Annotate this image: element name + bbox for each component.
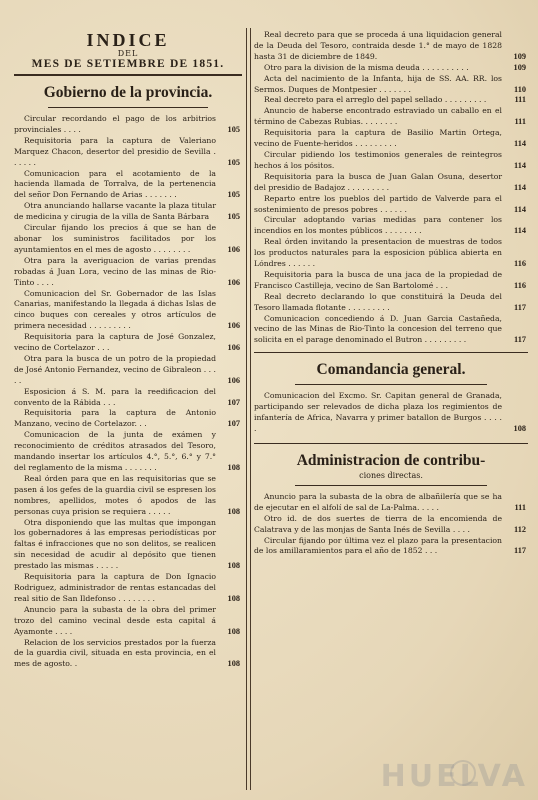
index-entry bbox=[14, 408, 242, 430]
entry-text: Otro para la division de la misma deuda . . . . . . . . . . bbox=[264, 62, 469, 72]
entry-text: Circular fijando por última vez el plazo para la presentacion de los amillaramientos para el año de 1852 . . . bbox=[254, 535, 502, 556]
entry-page-number: 110 bbox=[514, 84, 526, 94]
section-administracion-title: Administracion de contribu- bbox=[296, 451, 486, 469]
index-entry bbox=[254, 30, 528, 63]
entry-text: Requisitoria para la busca de Juan Galan Osuna, desertor del presidio de Badajoz . . . . . . . . . bbox=[254, 171, 502, 192]
entry-text: Otra anunciando hallarse vacante la plaza titular de medicina y cirugia de la villa de Santa Bárbara bbox=[14, 201, 216, 222]
index-entry bbox=[14, 256, 242, 289]
index-entry bbox=[14, 572, 242, 605]
index-entry bbox=[254, 150, 528, 172]
entry-text: Circular pidiendo los testimonios generales de reintegros hechos á los pósitos. bbox=[254, 149, 502, 170]
index-del: DEL bbox=[117, 49, 139, 58]
entry-text: Anuncio para la subasta de la obra de albañilería que se ha de ejecutar en el alfolí de sal de La-Palma. . . . . bbox=[254, 491, 502, 512]
entry-page-number: 114 bbox=[514, 204, 526, 214]
index-entry bbox=[254, 536, 528, 558]
entry-text: Real decreto declarando lo que constituirá la Deuda del Tesoro llamada flotante . . . . . . . . . bbox=[254, 291, 502, 312]
entry-text: Comunicacion del Excmo. Sr. Capitan general de Granada, participando ser relevados de dicha plaza los regimientos de infantería de Africa, Navarra y primer batallon de Burgos . . . . . bbox=[254, 391, 502, 433]
index-entry bbox=[254, 314, 528, 347]
index-entry bbox=[14, 332, 242, 354]
index-entry bbox=[14, 114, 242, 136]
index-entry bbox=[254, 63, 528, 74]
index-entry bbox=[254, 95, 528, 106]
entry-text: Reparto entre los pueblos del partido de Valverde para el sostenimiento de presos pobres . . . . . . bbox=[254, 193, 502, 214]
index-entry bbox=[14, 430, 242, 474]
entry-text: Otra para la averiguacion de varias prendas robadas á Juan Lora, vecino de las minas de Rio-Tinto . . . . bbox=[14, 255, 216, 287]
entry-text: Otra para la busca de un potro de la propiedad de José Antonio Fernandez, vecino de Gibraleon . . . . . bbox=[14, 353, 216, 385]
entry-page-number: 111 bbox=[514, 95, 526, 105]
right-entry-list-top bbox=[254, 30, 528, 346]
entry-page-number: 106 bbox=[227, 375, 240, 385]
index-entry bbox=[254, 172, 528, 194]
entry-page-number: 114 bbox=[514, 226, 526, 236]
entry-page-number: 108 bbox=[227, 463, 240, 472]
entry-text: Comunicacion concediendo á D. Juan Garcia Castañeda, vecino de las Minas de Rio-Tinto la concesion del terreno que solicita en el parage denominado el Butron . . . . . . . . . bbox=[254, 313, 502, 345]
entry-page-number: 106 bbox=[227, 321, 240, 331]
top-spacer bbox=[254, 0, 528, 30]
index-entry bbox=[14, 223, 242, 256]
entry-page-number: 112 bbox=[514, 524, 526, 534]
entry-text: Requisitoria para la captura de Valeriano Marquez Chacon, desertor del presidio de Sevilla . . . . . . bbox=[14, 135, 216, 167]
index-entry bbox=[14, 136, 242, 169]
entry-text: Circular adoptando varias medidas para contener los incendios en los montes públicos . . . . . . . . bbox=[254, 215, 502, 236]
index-entry bbox=[14, 474, 242, 518]
entry-text: Comunicacion de la junta de exámen y reconocimiento de créditos atrasados del Tesoro, mandando insertar los artículos 4.°, 5.°, 6.° y 7.° del reglamento de la misma . . . . . . . bbox=[14, 430, 216, 472]
index-entry bbox=[254, 292, 528, 314]
left-entry-list bbox=[14, 114, 242, 670]
index-entry bbox=[254, 237, 528, 270]
entry-page-number: 107 bbox=[227, 397, 240, 407]
entry-text: Esposicion á S. M. para la reedificacion del convento de la Rábida . . . bbox=[14, 386, 216, 407]
index-entry bbox=[254, 106, 528, 128]
index-entry bbox=[254, 514, 528, 536]
entry-page-number: 105 bbox=[227, 212, 240, 222]
index-entry bbox=[14, 387, 242, 409]
index-entry bbox=[254, 391, 528, 435]
entry-text: Requisitoria para la captura de Antonio Manzano, vecino de Cortelazor. . . bbox=[14, 408, 216, 429]
index-entry bbox=[254, 270, 528, 292]
index-entry bbox=[254, 128, 528, 150]
entry-text: Relacion de los servicios prestados por la fuerza de la guardia civil, situada en esta provincia, en el mes de agosto. . bbox=[14, 637, 216, 669]
section-rule bbox=[254, 443, 528, 444]
entry-text: Real órden invitando la presentacion de muestras de todos los productos naturales para la esposicion pública abierta en Lóndres . . . . . . bbox=[254, 237, 502, 269]
index-entry bbox=[254, 74, 528, 96]
index-entry bbox=[254, 492, 528, 514]
entry-text: Requisitoria para la captura de Don Ignacio Rodriguez, administrador de rentas estancadas del real sitio de San Ildefonso . . . . . . . . bbox=[14, 572, 216, 603]
entry-text: Comunicacion del Sr. Gobernador de las Islas Canarias, manifestando la llegada á dichas Islas de cinco buques con cereales y otros artículos de primera necesidad . . . . . . . . . bbox=[14, 288, 216, 331]
entry-text: Acta del nacimiento de la Infanta, hija de SS. AA. RR. los Sermos. Duques de Montpesier . . . . . . . bbox=[254, 73, 502, 94]
entry-page-number: 107 bbox=[227, 419, 240, 429]
index-entry bbox=[14, 289, 242, 333]
header-rule bbox=[14, 74, 242, 76]
entry-text: Circular recordando el pago de los arbitrios provinciales . . . . bbox=[14, 114, 216, 134]
entry-page-number: 105 bbox=[227, 157, 240, 167]
entry-text: Anuncio para la subasta de la obra del primer trozo del camino vecinal desde esta capital á Ayamonte . . . . bbox=[14, 604, 216, 636]
entry-page-number: 111 bbox=[514, 117, 526, 127]
section-rule bbox=[295, 384, 487, 385]
index-entry bbox=[14, 354, 242, 387]
entry-page-number: 106 bbox=[227, 343, 240, 353]
index-entry bbox=[14, 605, 242, 638]
entry-page-number: 108 bbox=[227, 561, 240, 571]
right-column bbox=[254, 0, 528, 800]
entry-text: Real decreto para que se proceda á una liquidacion general de la Deuda del Tesoro, contraida desde 1.° de mayo de 1828 hasta 31 de diciembre de 1849. bbox=[254, 30, 502, 61]
entry-text: Requisitoria para la captura de Basilio Martin Ortega, vecino de Fuente-heridos . . . . . . . . . bbox=[254, 128, 502, 149]
section-rule bbox=[48, 107, 208, 108]
entry-page-number: 114 bbox=[514, 160, 526, 170]
entry-page-number: 108 bbox=[227, 506, 240, 516]
entry-text: Otro id. de dos suertes de tierra de la encomienda de Calatrava y de las monjas de Santa Inés de Sevilla . . . . bbox=[254, 513, 502, 534]
entry-page-number: 114 bbox=[514, 139, 526, 149]
index-title: INDICE bbox=[86, 30, 170, 50]
entry-page-number: 106 bbox=[227, 244, 240, 254]
right-entry-list-bottom bbox=[254, 492, 528, 557]
right-entry-list-mid bbox=[254, 391, 528, 435]
entry-page-number: 111 bbox=[514, 502, 526, 512]
entry-page-number: 108 bbox=[227, 626, 240, 636]
index-entry bbox=[254, 194, 528, 216]
entry-text: Requisitoria para la busca de una jaca de la propiedad de Francisco Castilleja, vecino de San Bartolomé . . . bbox=[254, 269, 502, 290]
index-month: MES DE SETIEMBRE DE 1851. bbox=[31, 58, 225, 70]
entry-page-number: 116 bbox=[514, 280, 526, 290]
index-entry bbox=[14, 518, 242, 573]
section-comandancia-title: Comandancia general. bbox=[316, 361, 466, 379]
entry-page-number: 109 bbox=[513, 51, 526, 61]
entry-page-number: 117 bbox=[514, 546, 526, 556]
index-entry bbox=[14, 169, 242, 202]
entry-text: Circular fijando los precios á que se han de abonar los suministros facilitados por los ayuntamientos en el mes de agosto . . . . . . . . bbox=[14, 223, 216, 254]
entry-page-number: 109 bbox=[513, 62, 526, 72]
entry-page-number: 106 bbox=[227, 277, 240, 287]
left-column bbox=[14, 0, 242, 800]
entry-page-number: 108 bbox=[513, 424, 526, 433]
index-entry bbox=[14, 201, 242, 223]
entry-page-number: 105 bbox=[227, 190, 240, 200]
section-gobierno-title: Gobierno de la provincia. bbox=[43, 84, 213, 101]
entry-text: Comunicacion para el acotamiento de la hacienda llamada de Torralva, de la pertenencia del señor Don Fernando de Arias . . . . . . . bbox=[14, 168, 216, 200]
index-entry bbox=[254, 215, 528, 237]
entry-page-number: 117 bbox=[514, 302, 526, 312]
column-divider bbox=[246, 28, 251, 790]
entry-text: Anuncio de haberse encontrado estraviado un caballo en el término de Cabezas Rubias. . . . . . . . bbox=[254, 106, 502, 127]
entry-text: Real órden para que en las requisitorias que se pasen á los gefes de la guardia civil se espresen los nombres, apellidos, motes ó apodos de las personas cuya prision se requiera . . . . . bbox=[14, 473, 216, 516]
archive-watermark: HUELVA bbox=[380, 759, 528, 794]
section-rule bbox=[295, 485, 487, 486]
index-entry bbox=[14, 638, 242, 671]
section-administracion-sub: ciones directas. bbox=[359, 470, 423, 480]
entry-page-number: 114 bbox=[514, 182, 526, 192]
entry-page-number: 116 bbox=[514, 259, 526, 269]
entry-page-number: 105 bbox=[227, 124, 240, 134]
entry-page-number: 108 bbox=[227, 593, 240, 603]
entry-page-number: 117 bbox=[514, 335, 526, 345]
entry-text: Real decreto para el arreglo del papel sellado . . . . . . . . . bbox=[264, 95, 487, 105]
entry-text: Otra disponiendo que las multas que impongan los gobernadores á las empresas periodísticas por faltas é infracciones que no son delitos, se realicen sin necesidad de acudir al depósito que tienen prestado las mismas . . . . . bbox=[14, 517, 216, 571]
entry-text: Requisitoria para la captura de José Gonzalez, vecino de Cortelazor . . . bbox=[14, 332, 216, 353]
entry-page-number: 108 bbox=[227, 659, 240, 669]
section-rule bbox=[254, 352, 528, 353]
